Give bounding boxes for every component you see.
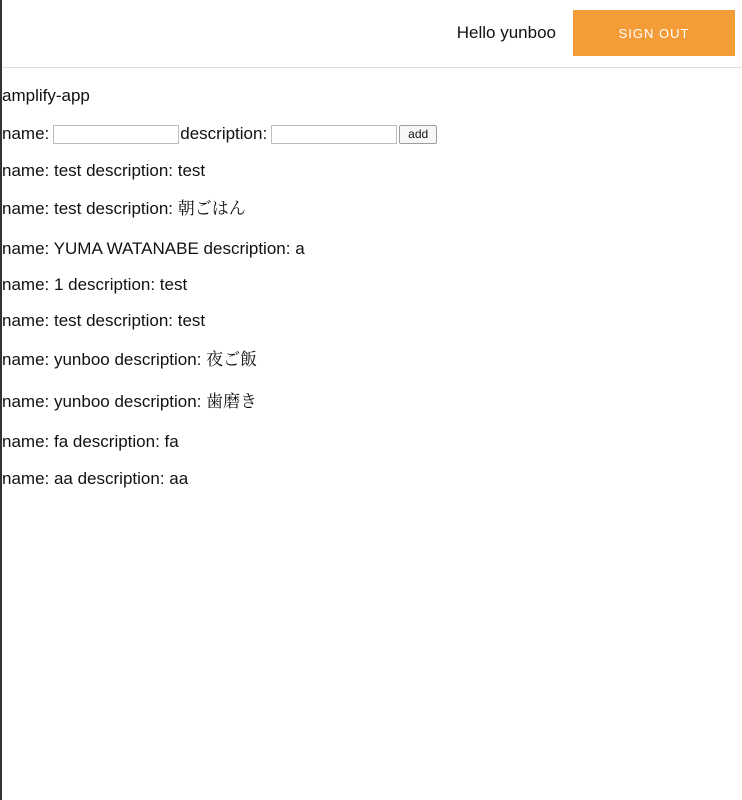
top-nav-bar [2, 0, 742, 68]
todo-item: name: test description: 朝ごはん [2, 199, 246, 218]
name-label: name: [2, 124, 50, 143]
todo-form [2, 123, 742, 145]
todo-item: name: aa description: aa [2, 469, 189, 488]
description-input[interactable] [271, 125, 397, 144]
description-label: description: [180, 124, 268, 143]
add-button[interactable]: add [399, 125, 437, 144]
todo-item: name: 1 description: test [2, 275, 188, 294]
name-input[interactable] [53, 125, 179, 144]
todo-item: name: test description: test [2, 161, 206, 180]
todo-item: name: YUMA WATANABE description: a [2, 239, 305, 258]
sign-out-button[interactable]: SIGN OUT [573, 10, 735, 56]
app-title: amplify-app [2, 86, 90, 105]
user-greeting: Hello yunboo [456, 23, 556, 42]
todo-item: name: yunboo description: 夜ご飯 [2, 350, 258, 369]
main-content [2, 86, 742, 145]
todo-item: name: fa description: fa [2, 432, 179, 451]
todo-item: name: yunboo description: 歯磨き [2, 392, 258, 411]
todo-item: name: test description: test [2, 311, 206, 330]
